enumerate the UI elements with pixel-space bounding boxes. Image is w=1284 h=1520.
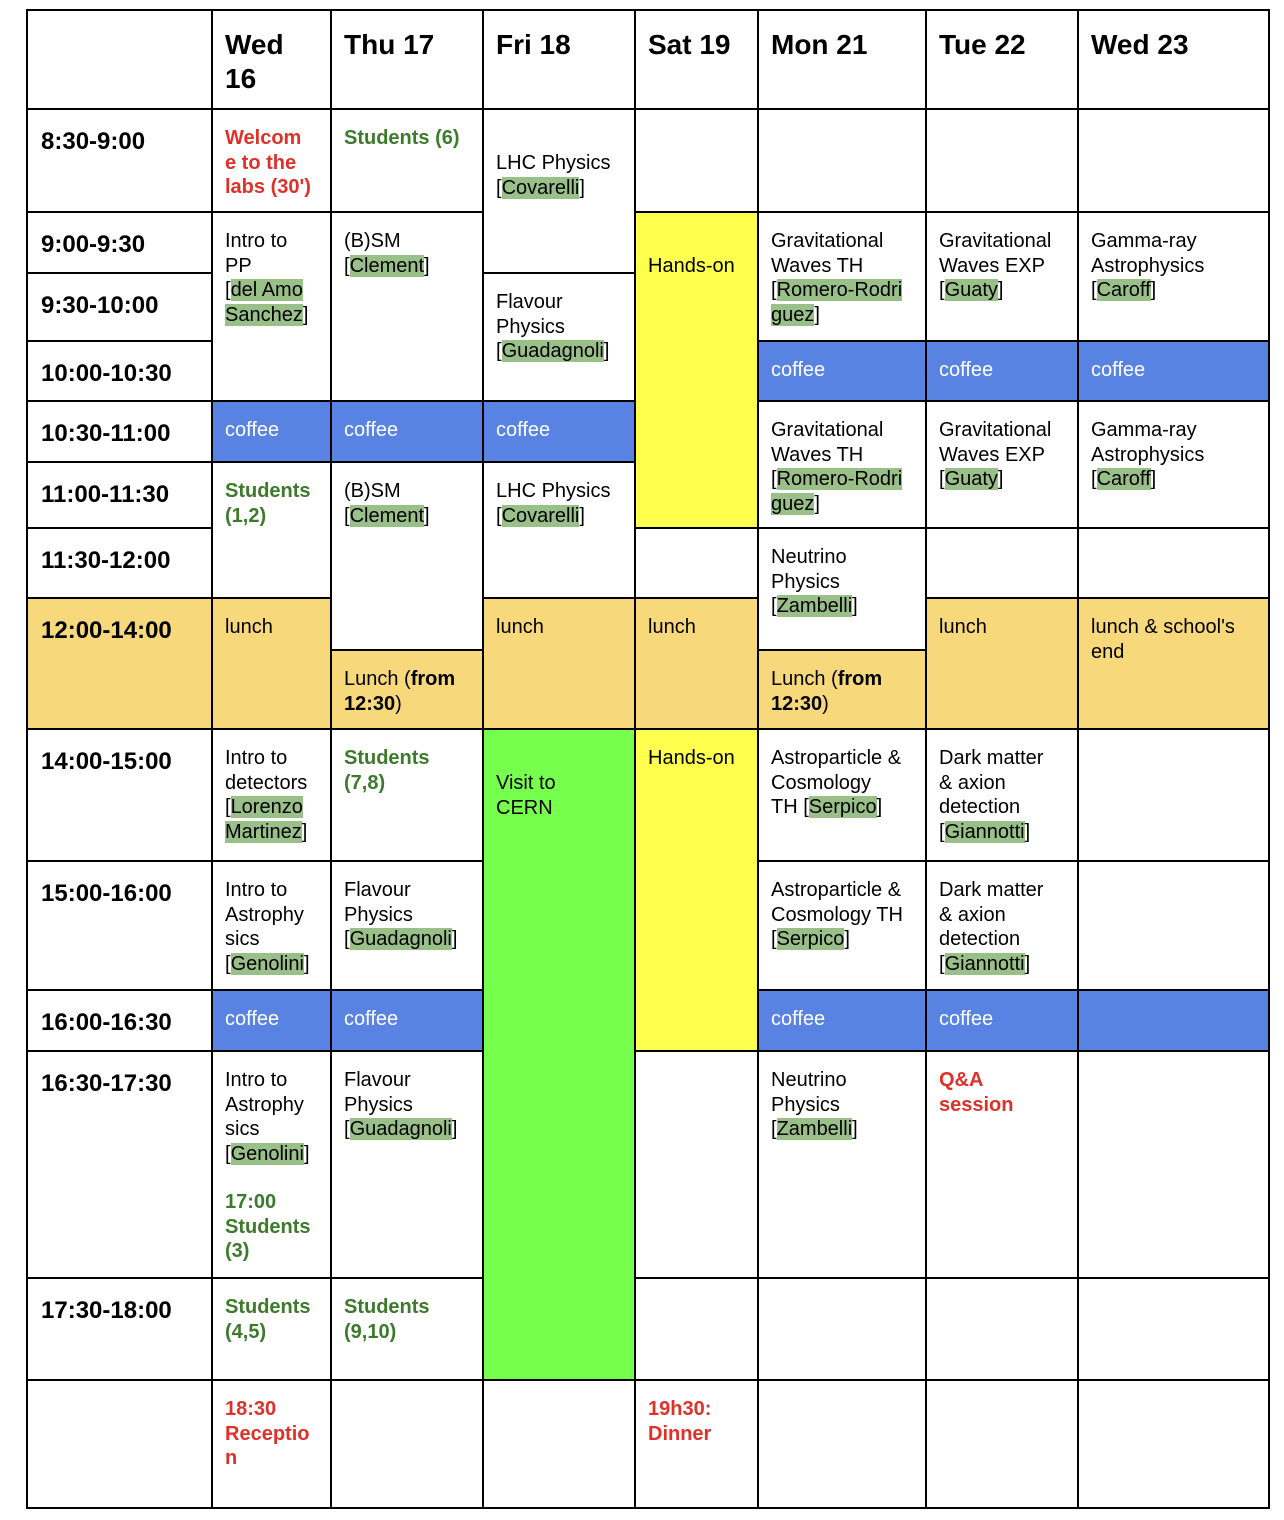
lunch-block	[757, 649, 927, 730]
bracket: ]	[1150, 279, 1157, 301]
event-text: 18:30	[225, 1398, 277, 1420]
bracket: [	[771, 1118, 777, 1140]
time-slot	[26, 860, 213, 991]
speaker-name: Caroff	[1096, 468, 1151, 490]
event-visit-cern	[482, 728, 636, 1381]
speaker-name: Guadagnoli	[349, 928, 452, 950]
coffee-break	[757, 989, 927, 1052]
time-label: 10:30-11:00	[41, 420, 171, 447]
session-title: Gravitational	[771, 230, 884, 252]
lunch-label: Lunch (	[771, 668, 838, 690]
session-flavour-physics	[482, 272, 636, 402]
session-hands-on	[634, 211, 759, 529]
day-header-fri18	[482, 9, 636, 110]
event-text: Receptio	[225, 1422, 310, 1445]
empty-cell	[634, 108, 759, 213]
coffee-break	[925, 989, 1079, 1052]
session-title: Flavour	[344, 1069, 411, 1091]
session-text: labs (30')	[225, 176, 311, 198]
time-slot	[26, 1277, 213, 1381]
day-header-mon21	[757, 9, 927, 110]
bracket: ]	[302, 303, 309, 326]
coffee-break	[330, 400, 484, 463]
session-title: Gamma-ray	[1091, 230, 1197, 252]
bracket: [	[344, 254, 350, 277]
empty-cell	[757, 1277, 927, 1381]
session-bsm	[330, 211, 484, 402]
session-title: Gamma-ray	[1091, 419, 1197, 441]
speaker-name: Lorenzo	[230, 796, 303, 818]
time-slot	[26, 989, 213, 1052]
bracket: [	[225, 279, 231, 301]
session-title: detectors	[225, 771, 308, 794]
speaker-name: Serpico	[776, 928, 845, 950]
session-title: PP	[225, 254, 252, 277]
empty-cell	[482, 1379, 636, 1509]
event-text: CERN	[496, 796, 553, 819]
session-title: Neutrino	[771, 1069, 847, 1091]
session-title: & axion	[939, 903, 1006, 926]
session-title: detection	[939, 928, 1021, 950]
day-label: Wed 16	[225, 29, 284, 94]
lunch-block	[634, 597, 759, 730]
speaker-name: del Amo	[230, 279, 303, 301]
speaker-name: Giannotti	[944, 952, 1025, 975]
coffee-label: coffee	[496, 419, 551, 441]
time-slot	[26, 1050, 213, 1279]
lunch-label: )	[395, 692, 402, 715]
day-header-thu17	[330, 9, 484, 110]
session-intro-astrophysics	[211, 1050, 332, 1279]
event-reception	[211, 1379, 332, 1509]
speaker-name: Guaty	[944, 279, 998, 301]
session-gravitational-waves-exp	[925, 400, 1079, 529]
bracket: [	[939, 468, 945, 490]
session-neutrino-physics	[757, 1050, 927, 1279]
day-header-wed16	[211, 9, 332, 110]
students-label: Students	[344, 747, 430, 769]
session-gamma-ray-astrophysics	[1077, 211, 1270, 342]
day-header-tue22	[925, 9, 1079, 110]
bracket: [	[939, 820, 945, 843]
session-title: Hands-on	[648, 255, 735, 277]
speaker-name: Romero-Rodri	[776, 279, 903, 301]
lunch-label: 12:30	[771, 692, 823, 715]
session-title: Gravitational	[939, 419, 1052, 441]
bracket: ]	[451, 928, 458, 950]
empty-cell	[634, 527, 759, 599]
time-label: 8:30-9:00	[41, 128, 146, 155]
session-title: Intro to	[225, 230, 288, 252]
session-lhc-physics	[482, 108, 636, 274]
bracket: ]	[844, 928, 850, 950]
session-title: Neutrino	[771, 546, 847, 568]
bracket: ]	[1150, 468, 1157, 490]
session-text: Welcom	[225, 127, 302, 149]
session-flavour-physics	[330, 1050, 484, 1279]
session-title: Intro to	[225, 747, 288, 769]
coffee-break	[757, 340, 927, 402]
time-label: 16:30-17:30	[41, 1070, 172, 1097]
session-bsm	[330, 461, 484, 651]
session-students-4-5	[211, 1277, 332, 1381]
time-label: 9:00-9:30	[41, 231, 146, 258]
session-title: Flavour	[496, 291, 563, 313]
lunch-label: Lunch (	[344, 668, 411, 690]
speaker-name: Genolini	[230, 1142, 304, 1165]
session-neutrino-physics	[757, 527, 927, 651]
empty-cell	[1077, 108, 1270, 213]
time-label: 9:30-10:00	[41, 292, 159, 319]
lunch-label: 12:30	[344, 692, 396, 715]
schedule-table	[26, 9, 1270, 1509]
coffee-break	[1077, 989, 1270, 1052]
lunch-block	[925, 597, 1079, 730]
speaker-name: Guadagnoli	[349, 1118, 452, 1140]
coffee-break	[211, 989, 332, 1052]
lunch-label: lunch	[496, 616, 544, 638]
session-title: Physics	[344, 1093, 413, 1116]
session-title: Astroparticle &	[771, 747, 902, 769]
event-text: 19h30:	[648, 1398, 712, 1420]
session-title: & axion	[939, 771, 1006, 794]
students-label: (9,10)	[344, 1320, 397, 1343]
lunch-label: lunch & school's	[1091, 616, 1235, 638]
day-label: Mon 21	[771, 29, 868, 60]
session-title: Astrophy	[225, 1093, 304, 1116]
session-hands-on	[634, 728, 759, 1052]
time-label: 16:00-16:30	[41, 1009, 172, 1036]
time-slot	[26, 340, 213, 402]
bracket: ]	[579, 504, 585, 527]
time-slot	[26, 461, 213, 529]
bracket: ]	[876, 796, 883, 818]
session-title: LHC Physics	[496, 152, 611, 174]
bracket: ]	[997, 468, 1004, 490]
bracket: [	[771, 468, 777, 490]
bracket: ]	[997, 279, 1004, 301]
session-gravitational-waves-exp	[925, 211, 1079, 342]
session-title: Astroparticle &	[771, 879, 902, 901]
time-label: 17:30-18:00	[41, 1297, 172, 1324]
bracket: ]	[1024, 820, 1031, 843]
lunch-label: lunch	[939, 616, 987, 638]
session-gravitational-waves-th	[757, 211, 927, 342]
empty-cell	[925, 108, 1079, 213]
session-title: Hands-on	[648, 747, 735, 769]
session-title: Intro to	[225, 1069, 288, 1091]
time-slot	[26, 527, 213, 599]
bracket: ]	[303, 1142, 310, 1165]
students-label: Students	[225, 1296, 311, 1318]
bracket: ]	[451, 1118, 458, 1140]
speaker-name: Serpico	[808, 796, 877, 818]
session-title: sics	[225, 1118, 260, 1140]
session-astroparticle-cosmology	[757, 860, 927, 991]
speaker-name: Romero-Rodri	[776, 468, 903, 490]
coffee-break	[925, 340, 1079, 402]
empty-cell	[634, 1050, 759, 1279]
time-slot	[26, 272, 213, 342]
coffee-label: coffee	[344, 419, 399, 441]
empty-cell	[330, 1379, 484, 1509]
bracket: ]	[303, 952, 310, 975]
session-gamma-ray-astrophysics	[1077, 400, 1270, 529]
bracket: [	[496, 340, 502, 362]
students-label: (4,5)	[225, 1320, 267, 1343]
session-title: Cosmology	[771, 771, 872, 794]
session-title: Waves EXP	[939, 254, 1045, 277]
session-text: e to the	[225, 151, 297, 174]
bracket: [	[771, 928, 777, 950]
day-label: Thu 17	[344, 29, 435, 60]
speaker-name: Clement	[349, 504, 425, 527]
time-label: 15:00-16:00	[41, 880, 172, 907]
event-text: Q&A	[939, 1069, 984, 1091]
session-intro-astrophysics	[211, 860, 332, 991]
time-label: 14:00-15:00	[41, 748, 172, 775]
coffee-label: coffee	[344, 1008, 399, 1030]
session-students-7-8	[330, 728, 484, 862]
speaker-name: Sanchez	[225, 303, 303, 326]
session-title: Waves TH	[771, 443, 864, 466]
session-title: Dark matter	[939, 747, 1044, 769]
empty-cell	[1077, 860, 1270, 991]
bracket: ]	[852, 1118, 858, 1140]
students-label: (1,2)	[225, 504, 267, 527]
students-label: Students (6)	[344, 127, 460, 149]
session-dark-matter	[925, 728, 1079, 862]
bracket: [	[496, 504, 502, 527]
event-text: Dinner	[648, 1422, 712, 1445]
session-title: Astrophy	[225, 903, 304, 926]
lunch-block	[1077, 597, 1270, 730]
speaker-name: Clement	[349, 254, 425, 277]
session-title: Physics	[344, 903, 413, 926]
empty-cell	[925, 1379, 1079, 1509]
event-dinner	[634, 1379, 759, 1509]
coffee-label: coffee	[225, 419, 280, 441]
session-title: LHC Physics	[496, 480, 611, 502]
bracket: ]	[424, 254, 430, 277]
students-label: Students	[225, 480, 311, 502]
session-flavour-physics	[330, 860, 484, 991]
session-title: Astrophysics	[1091, 443, 1205, 466]
session-title: (B)SM	[344, 230, 401, 252]
bracket: [	[496, 176, 502, 199]
session-students-1-2	[211, 461, 332, 599]
session-dark-matter	[925, 860, 1079, 991]
session-title: Dark matter	[939, 879, 1044, 901]
empty-cell	[1077, 1277, 1270, 1381]
speaker-name: Zambelli	[776, 595, 853, 617]
speaker-name: Martinez	[225, 820, 302, 843]
session-gravitational-waves-th	[757, 400, 927, 529]
bracket: ]	[852, 595, 858, 617]
day-label: Tue 22	[939, 29, 1026, 60]
speaker-name: guez	[771, 492, 815, 515]
speaker-name: Covarelli	[501, 176, 580, 199]
day-label: Wed 23	[1091, 29, 1189, 60]
lunch-label: )	[822, 692, 829, 715]
bracket: ]	[579, 176, 585, 199]
bracket: ]	[1024, 952, 1031, 975]
bracket: [	[771, 595, 777, 617]
bracket: ]	[814, 303, 820, 326]
bracket: [	[344, 504, 350, 527]
lunch-label: from	[837, 668, 883, 690]
time-slot	[26, 108, 213, 213]
session-title: sics	[225, 928, 260, 950]
day-header-sat19	[634, 9, 759, 110]
event-text: session	[939, 1093, 1014, 1116]
session-title: Waves EXP	[939, 443, 1045, 466]
empty-cell	[757, 1379, 927, 1509]
students-label: 17:00	[225, 1191, 277, 1213]
bracket: ]	[603, 340, 610, 362]
session-welcome	[211, 108, 332, 213]
session-lhc-physics	[482, 461, 636, 599]
session-title: (B)SM	[344, 480, 401, 502]
session-title: TH [	[771, 796, 809, 818]
bracket: ]	[814, 492, 820, 515]
students-label: (7,8)	[344, 771, 386, 794]
empty-cell	[634, 1277, 759, 1381]
session-title: Physics	[771, 1093, 840, 1116]
session-astroparticle-cosmology	[757, 728, 927, 862]
speaker-name: Giannotti	[944, 820, 1025, 843]
lunch-label: end	[1091, 640, 1125, 663]
students-label: Students	[225, 1215, 311, 1238]
session-title: Physics	[771, 570, 840, 593]
bracket: [	[344, 1118, 350, 1140]
bracket: [	[344, 928, 350, 950]
time-label: 10:00-10:30	[41, 360, 172, 387]
bracket: ]	[301, 820, 308, 843]
session-title: Gravitational	[771, 419, 884, 441]
coffee-break	[330, 989, 484, 1052]
day-label: Fri 18	[496, 29, 571, 60]
students-label: (3)	[225, 1240, 250, 1262]
bracket: [	[225, 1142, 231, 1165]
empty-cell	[1077, 1050, 1270, 1279]
time-slot-evening	[26, 1379, 213, 1509]
event-text: n	[225, 1447, 238, 1469]
time-label: 12:00-14:00	[41, 617, 172, 644]
bracket: [	[771, 279, 777, 301]
time-slot	[26, 400, 213, 463]
coffee-label: coffee	[939, 359, 994, 381]
bracket: [	[1091, 279, 1097, 301]
corner-cell	[26, 9, 213, 110]
speaker-name: guez	[771, 303, 815, 326]
bracket: ]	[424, 504, 430, 527]
bracket: [	[1091, 468, 1097, 490]
session-intro-detectors	[211, 728, 332, 862]
lunch-block	[211, 597, 332, 730]
session-title: Cosmology TH	[771, 903, 903, 926]
bracket: [	[939, 279, 945, 301]
speaker-name: Caroff	[1096, 279, 1151, 301]
coffee-label: coffee	[1091, 359, 1146, 381]
coffee-label: coffee	[225, 1008, 280, 1030]
speaker-name: Zambelli	[776, 1118, 853, 1140]
session-title: detection	[939, 796, 1021, 818]
coffee-label: coffee	[771, 1008, 826, 1030]
empty-cell	[1077, 527, 1270, 599]
session-title: Physics	[496, 315, 565, 338]
empty-cell	[757, 108, 927, 213]
students-label: Students	[344, 1296, 430, 1318]
coffee-label: coffee	[771, 359, 826, 381]
coffee-break	[1077, 340, 1270, 402]
day-label: Sat 19	[648, 29, 731, 60]
session-title: Waves TH	[771, 254, 864, 277]
empty-cell	[925, 527, 1079, 599]
bracket: [	[939, 952, 945, 975]
lunch-label: lunch	[225, 616, 273, 638]
event-qa-session	[925, 1050, 1079, 1279]
time-label: 11:30-12:00	[41, 547, 171, 574]
lunch-block	[482, 597, 636, 730]
time-slot	[26, 728, 213, 862]
coffee-label: coffee	[939, 1008, 994, 1030]
speaker-name: Guaty	[944, 468, 998, 490]
empty-cell	[1077, 728, 1270, 862]
lunch-label: lunch	[648, 616, 696, 638]
bracket: [	[225, 796, 231, 818]
speaker-name: Covarelli	[501, 504, 580, 527]
event-text: Visit to	[496, 772, 556, 794]
time-slot	[26, 211, 213, 274]
session-title: Intro to	[225, 879, 288, 901]
session-students-6	[330, 108, 484, 213]
bracket: [	[225, 952, 231, 975]
coffee-break	[211, 400, 332, 463]
session-title: Gravitational	[939, 230, 1052, 252]
time-label: 11:00-11:30	[41, 481, 170, 508]
speaker-name: Genolini	[230, 952, 304, 975]
empty-cell	[1077, 1379, 1270, 1509]
session-title: Flavour	[344, 879, 411, 901]
empty-cell	[925, 1277, 1079, 1381]
speaker-name: Guadagnoli	[501, 340, 604, 362]
coffee-break	[482, 400, 636, 463]
session-title: Astrophysics	[1091, 254, 1205, 277]
lunch-label: from	[410, 668, 456, 690]
time-slot-lunch	[26, 597, 213, 730]
session-students-9-10	[330, 1277, 484, 1381]
lunch-block	[330, 649, 484, 730]
session-intro-pp	[211, 211, 332, 402]
day-header-wed23	[1077, 9, 1270, 110]
